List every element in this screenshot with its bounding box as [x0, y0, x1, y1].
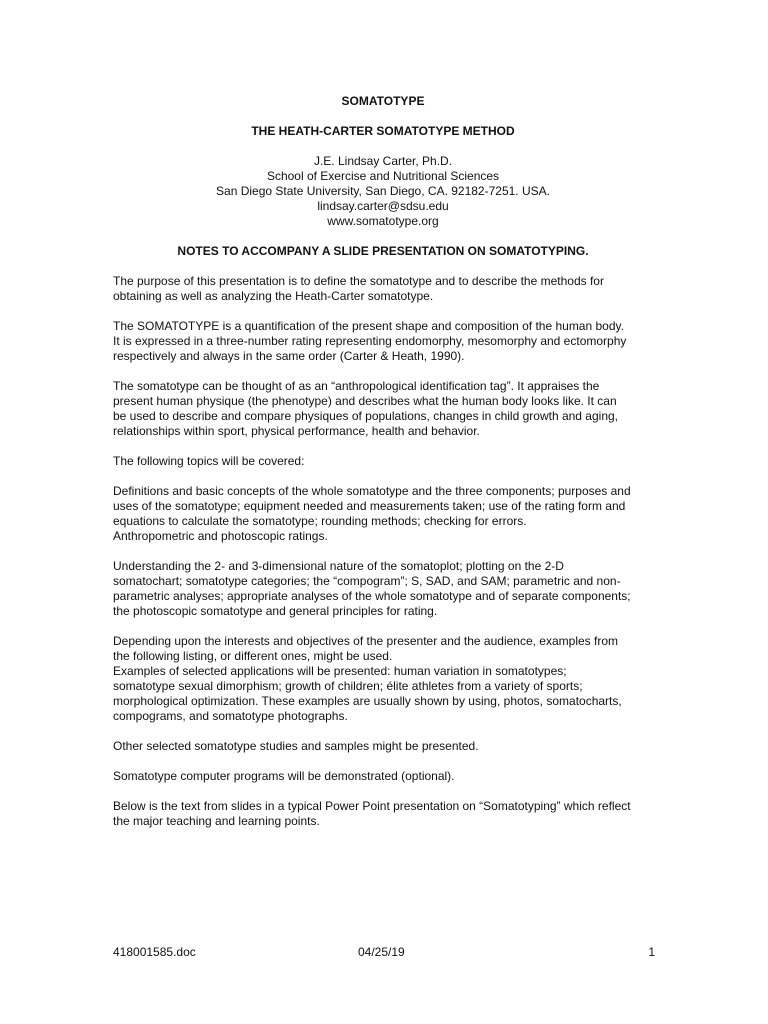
paragraph-line: Depending upon the interests and objectives of the presenter and the audience, examples from: [113, 634, 618, 648]
paragraph-line: Somatotype computer programs will be demonstrated (optional).: [113, 769, 455, 783]
paragraph-line: be used to describe and compare physiques of populations, changes in child growth and aging,: [113, 409, 619, 423]
paragraph-examples: [113, 634, 653, 724]
footer-date: 04/25/19: [358, 945, 405, 959]
paragraph-line: respectively and always in the same order (Carter & Heath, 1990).: [113, 349, 465, 363]
paragraph-line: somatochart; somatotype categories; the “compogram”; S, SAD, and SAM; parametric and non-: [113, 574, 621, 588]
paragraph-line: Definitions and basic concepts of the whole somatotype and the three components; purposes and: [113, 484, 631, 498]
paragraph-line: the major teaching and learning points.: [113, 814, 320, 828]
paragraph-line: The SOMATOTYPE is a quantification of the present shape and composition of the human body.: [113, 319, 624, 333]
paragraph-line: Below is the text from slides in a typical Power Point presentation on “Somatotyping” which reflect: [113, 799, 631, 813]
footer-page-number: 1: [648, 945, 655, 959]
author-name: J.E. Lindsay Carter, Ph.D.: [313, 154, 453, 168]
paragraph-line: somatotype sexual dimorphism; growth of children; élite athletes from a variety of sports;: [113, 679, 583, 693]
document-body: [113, 94, 653, 844]
paragraph-topics-intro: [113, 454, 653, 469]
paragraph-line: Examples of selected applications will be presented: human variation in somatotypes;: [113, 664, 567, 678]
paragraph-line: The purpose of this presentation is to define the somatotype and to describe the methods for: [113, 274, 604, 288]
paragraph-line: It is expressed in a three-number rating representing endomorphy, mesomorphy and ectomorphy: [113, 334, 627, 348]
paragraph-line: equations to calculate the somatotype; rounding methods; checking for errors.: [113, 514, 527, 528]
document-subtitle: THE HEATH-CARTER SOMATOTYPE METHOD: [251, 124, 515, 138]
document-title: SOMATOTYPE: [341, 94, 425, 108]
paragraph-list: [113, 274, 653, 829]
paragraph-definition: [113, 319, 653, 364]
paragraph-line: compograms, and somatotype photographs.: [113, 709, 348, 723]
paragraph-line: obtaining as well as analyzing the Heath-Carter somatotype.: [113, 289, 434, 303]
page-footer: [113, 945, 655, 960]
paragraph-line: present human physique (the phenotype) and describes what the human body looks like. It can: [113, 394, 617, 408]
author-block: [113, 154, 653, 229]
paragraph-topics-definitions: [113, 484, 653, 544]
author-email: lindsay.carter@sdsu.edu: [317, 199, 449, 213]
paragraph-other-studies: [113, 739, 653, 754]
paragraph-slides-text: [113, 799, 653, 829]
footer-filename: 418001585.doc: [113, 945, 196, 959]
paragraph-computer-programs: [113, 769, 653, 784]
paragraph-line: the photoscopic somatotype and general principles for rating.: [113, 604, 438, 618]
paragraph-line: Anthropometric and photoscopic ratings.: [113, 529, 328, 543]
paragraph-topics-somatoplot: [113, 559, 653, 619]
author-university: San Diego State University, San Diego, CA. 92182-7251. USA.: [216, 184, 550, 198]
paragraph-line: Other selected somatotype studies and samples might be presented.: [113, 739, 479, 753]
notes-heading: NOTES TO ACCOMPANY A SLIDE PRESENTATION ON SOMATOTYPING.: [177, 244, 589, 258]
paragraph-identification-tag: [113, 379, 653, 439]
paragraph-line: morphological optimization. These examples are usually shown by using, photos, somatocharts,: [113, 694, 622, 708]
paragraph-line: the following listing, or different ones, might be used.: [113, 649, 393, 663]
paragraph-line: parametric analyses; appropriate analyses of the whole somatotype and of separate components;: [113, 589, 631, 603]
paragraph-line: The somatotype can be thought of as an “anthropological identification tag”. It appraises the: [113, 379, 600, 393]
paragraph-purpose: [113, 274, 653, 304]
author-school: School of Exercise and Nutritional Sciences: [266, 169, 500, 183]
author-website: www.somatotype.org: [327, 214, 439, 228]
paragraph-line: The following topics will be covered:: [113, 454, 305, 468]
paragraph-line: Understanding the 2- and 3-dimensional nature of the somatoplot; plotting on the 2-D: [113, 559, 564, 573]
paragraph-line: uses of the somatotype; equipment needed and measurements taken; use of the rating form and: [113, 499, 626, 513]
paragraph-line: relationships within sport, physical performance, health and behavior.: [113, 424, 480, 438]
